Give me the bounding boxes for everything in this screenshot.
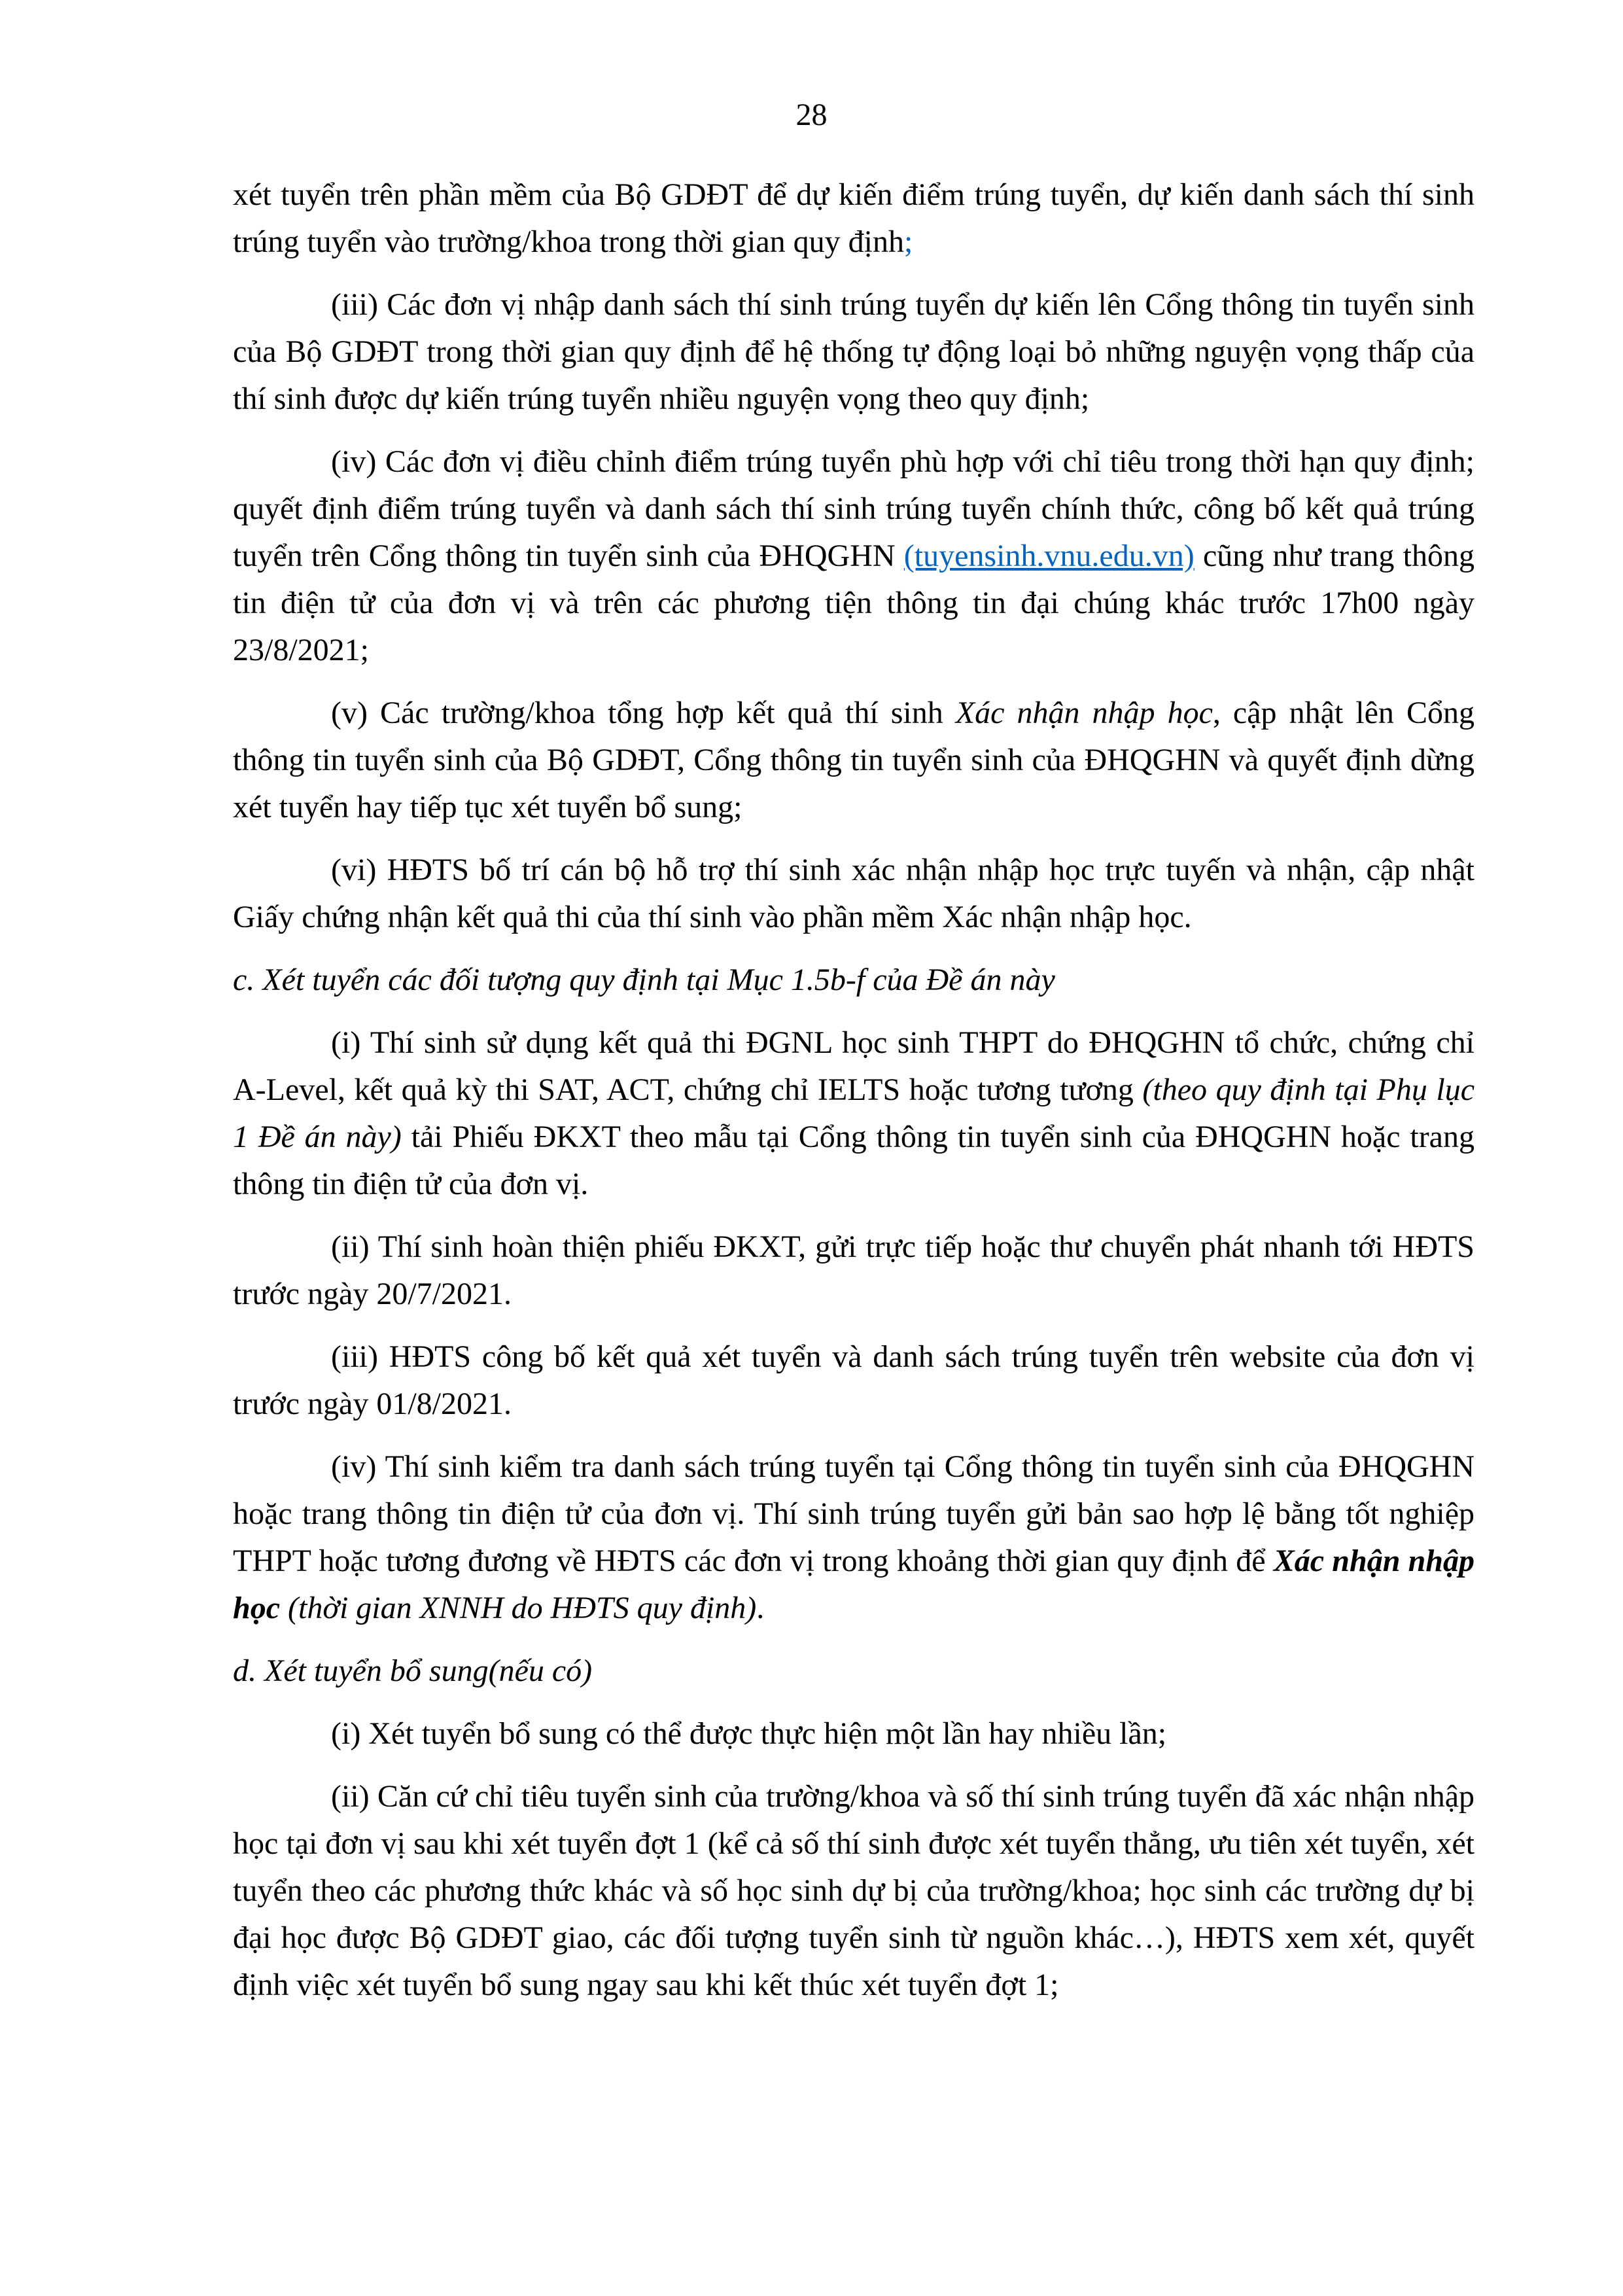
paragraph-text: (i) Thí sinh sử dụng kết quả thi ĐGNL học sinh THPT do ĐHQGHN tổ chức, chứng chỉ A-Level, kết quả kỳ thi SAT, ACT, chứng chỉ IELTS hoặc tương tương — [233, 1025, 1475, 1107]
paragraph-tail: ; — [903, 224, 913, 259]
paragraph-text: , cập nhật lên Cổng thông tin tuyển sinh của Bộ GDĐT, Cổng thông tin tuyển sinh của ĐHQGHN và quyết định dừng xét tuyển hay tiếp tục xét tuyển bổ sung; — [233, 696, 1475, 824]
section-heading-d: d. Xét tuyển bổ sung(nếu có) — [233, 1653, 593, 1688]
paragraph-text: hoặc trang thông tin điện tử của đơn vị. Thí sinh trúng tuyển gửi bản sao hợp lệ bằng tốt nghiệp THPT hoặc tương đương về HĐTS các đơn vị trong khoảng thời gian quy định để — [233, 1496, 1475, 1578]
paragraph-c-i — [233, 1019, 1475, 1208]
paragraph-text: (iv) Các đơn vị điều chỉnh điểm trúng tuyển phù hợp với chỉ tiêu trong thời hạn quy định; quyết định điểm trúng tuyển và danh sách thí sinh trúng tuyển chính thức, công bố kết quả trúng tuyển trên Cổng thông tin tuyển sinh của ĐHQGHN — [233, 444, 1475, 573]
paragraph-iv — [233, 438, 1475, 674]
paragraph-d-i: (i) Xét tuyển bổ sung có thể được thực hiện một lần hay nhiều lần; — [331, 1716, 1167, 1751]
paragraph-text: . — [756, 1591, 765, 1625]
paragraph-text: xét tuyển trên phần mềm của Bộ GDĐT để dự kiến điểm trúng tuyển, dự kiến danh sách thí sinh trúng tuyển vào trường/khoa trong thời gian quy định — [233, 177, 1475, 259]
paragraph-vi: (vi) HĐTS bố trí cán bộ hỗ trợ thí sinh xác nhận nhập học trực tuyến và nhận, cập nhật Giấy chứng nhận kết quả thi của thí sinh vào phần mềm Xác nhận nhập học. — [233, 853, 1475, 934]
paragraph-text: (v) Các trường/khoa tổng hợp kết quả thí sinh — [331, 696, 956, 730]
page-body — [233, 171, 1475, 2024]
paragraph-text: tải Phiếu ĐKXT theo mẫu tại Cổng thông tin tuyển sinh của ĐHQGHN hoặc trang thông tin điện tử của đơn vị. — [233, 1120, 1475, 1201]
paragraph-text: (iv) Thí sinh kiểm tra danh sách trúng tuyển tại Cổng thông tin tuyển sinh của ĐHQGHN — [331, 1449, 1475, 1484]
paragraph-iii: (iii) Các đơn vị nhập danh sách thí sinh trúng tuyển dự kiến lên Cổng thông tin tuyển sinh của Bộ GDĐT trong thời gian quy định để hệ thống tự động loại bỏ những nguyện vọng thấp của thí sinh được dự kiến trúng tuyển nhiều nguyện vọng theo quy định; — [233, 287, 1475, 416]
paragraph-continuation — [233, 171, 1475, 266]
admissions-portal-link[interactable]: (tuyensinh.vnu.edu.vn) — [903, 539, 1195, 573]
paragraph-c-ii: (ii) Thí sinh hoàn thiện phiếu ĐKXT, gửi trực tiếp hoặc thư chuyển phát nhanh tới HĐTS trước ngày 20/7/2021. — [233, 1229, 1475, 1311]
paragraph-text: cũng như trang thông tin điện tử của đơn vị và trên các phương tiện thông tin đại chúng khác trước 17h00 ngày 23/8/2021; — [233, 539, 1475, 667]
paragraph-v — [233, 690, 1475, 831]
page-number: 28 — [795, 97, 828, 132]
paragraph-c-iv — [233, 1443, 1475, 1632]
bold-italic-text: Xác nhận nhập học — [233, 1544, 1475, 1625]
emphasis-text: (thời gian XNNH do HĐTS quy định) — [280, 1591, 757, 1625]
emphasis-text: (theo quy định tại Phụ lục 1 Đề án này) — [233, 1072, 1475, 1154]
paragraph-d-ii: (ii) Căn cứ chỉ tiêu tuyển sinh của trường/khoa và số thí sinh trúng tuyển đã xác nhận nhập học tại đơn vị sau khi xét tuyển đợt 1 (kể cả số thí sinh được xét tuyển thẳng, ưu tiên xét tuyển, xét tuyển theo các phương thức khác và số học sinh dự bị của trường/khoa; học sinh các trường dự bị đại học được Bộ GDĐT giao, các đối tượng tuyển sinh từ nguồn khác…), HĐTS xem xét, quyết định việc xét tuyển bổ sung ngay sau khi kết thúc xét tuyển đợt 1; — [233, 1779, 1475, 2002]
emphasis-text: Xác nhận nhập học — [955, 696, 1213, 730]
paragraph-c-iii: (iii) HĐTS công bố kết quả xét tuyển và danh sách trúng tuyển trên website của đơn vị trước ngày 01/8/2021. — [233, 1339, 1475, 1421]
section-heading-c: c. Xét tuyển các đối tượng quy định tại Mục 1.5b-f của Đề án này — [233, 963, 1055, 997]
